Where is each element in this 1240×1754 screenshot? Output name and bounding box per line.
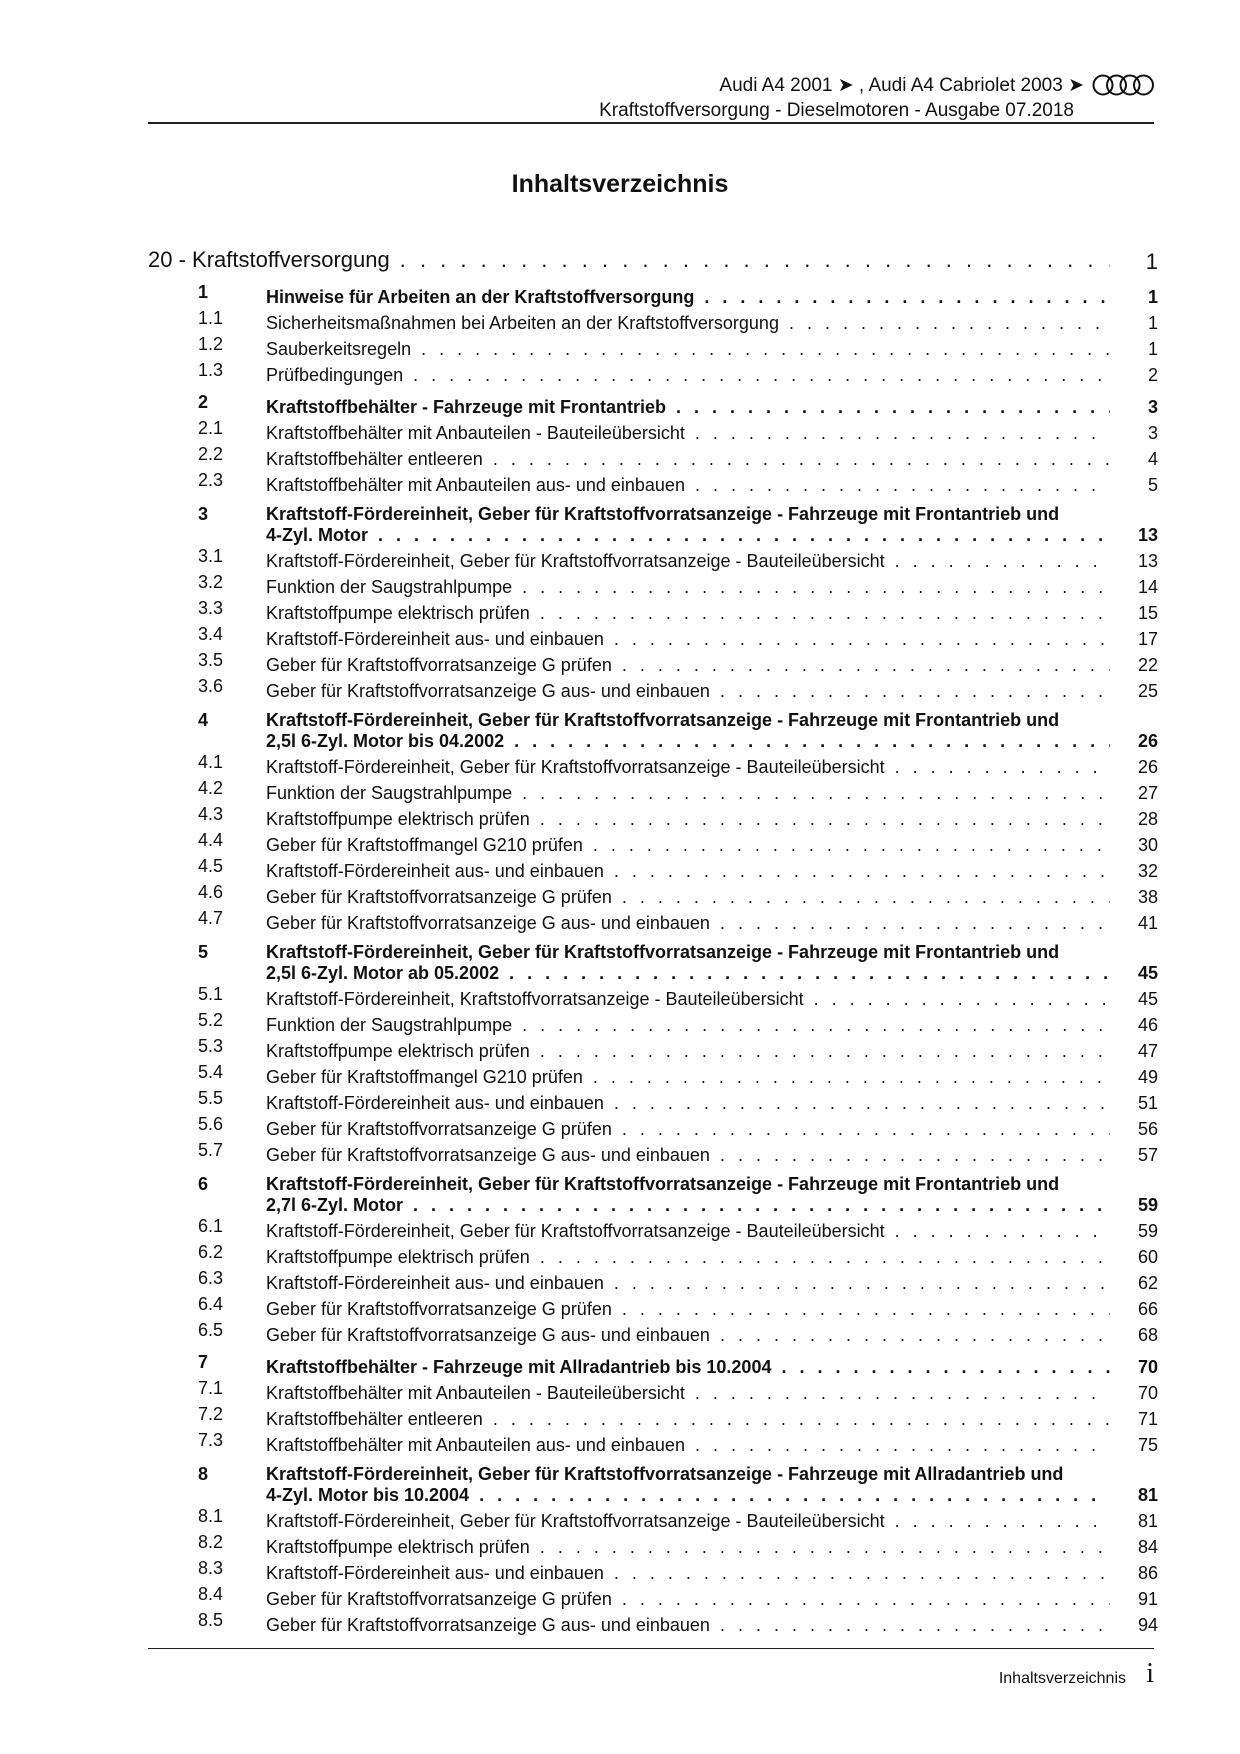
entry-page: 68 [1137, 1325, 1158, 1345]
entry-page: 5 [1147, 475, 1158, 495]
toc-entry[interactable] [148, 676, 1158, 702]
dot-leader [789, 313, 1110, 334]
entry-number: 1 [198, 282, 209, 302]
entry-page: 81 [1137, 1485, 1158, 1505]
dot-leader [522, 577, 1110, 598]
entry-number: 4 [198, 710, 209, 730]
entry-page: 94 [1137, 1615, 1158, 1635]
entry-number: 4.6 [198, 882, 224, 902]
dot-leader [695, 423, 1110, 444]
entry-title: Kraftstoff-Fördereinheit, Geber für Kraftstoffvorratsanzeige - Fahrzeuge mit Allradantrieb und [266, 1464, 1064, 1484]
entry-page: 1 [1147, 287, 1158, 307]
entry-number: 4.3 [198, 804, 224, 824]
entry-page: 1 [1147, 313, 1158, 333]
dot-leader [695, 1383, 1110, 1404]
dot-leader [622, 887, 1110, 908]
entry-number: 2.3 [198, 470, 224, 490]
entry-number: 5.7 [198, 1140, 224, 1160]
dot-leader [540, 1537, 1110, 1558]
entry-page: 3 [1147, 397, 1158, 417]
entry-number: 1.1 [198, 308, 224, 328]
audi-rings-icon [1092, 73, 1154, 97]
entry-title: Geber für Kraftstoffvorratsanzeige G aus- und einbauen [266, 1145, 710, 1165]
entry-number: 5.1 [198, 984, 224, 1004]
entry-number: 2.1 [198, 418, 224, 438]
entry-title: Kraftstoff-Fördereinheit aus- und einbauen [266, 1093, 604, 1113]
dot-leader [614, 1273, 1110, 1294]
entry-page: 13 [1137, 525, 1158, 545]
dot-leader [622, 655, 1110, 676]
entry-number: 3.4 [198, 624, 224, 644]
toc-entry[interactable] [148, 418, 1158, 444]
entry-title: Kraftstoff-Fördereinheit, Geber für Kraftstoffvorratsanzeige - Bauteileübersicht [266, 1511, 885, 1531]
toc-entry[interactable] [148, 830, 1158, 856]
entry-number: 8.5 [198, 1610, 224, 1630]
entry-page: 27 [1137, 783, 1158, 803]
entry-number: 5.3 [198, 1036, 224, 1056]
entry-title: Kraftstoffbehälter mit Anbauteilen - Bauteileübersicht [266, 1383, 685, 1403]
entry-page: 45 [1137, 963, 1158, 983]
entry-number: 3.6 [198, 676, 224, 696]
dot-leader [614, 629, 1110, 650]
entry-page: 38 [1137, 887, 1158, 907]
toc-entry[interactable] [148, 1506, 1158, 1532]
entry-number: 4.7 [198, 908, 224, 928]
chapter-page: 1 [1145, 249, 1158, 274]
entry-title: Prüfbedingungen [266, 365, 404, 385]
entry-page: 91 [1137, 1589, 1158, 1609]
entry-title: Kraftstoff-Fördereinheit, Geber für Kraftstoffvorratsanzeige - Fahrzeuge mit Frontantrieb und [266, 710, 1060, 730]
entry-number: 8.2 [198, 1532, 224, 1552]
dot-leader [720, 1325, 1110, 1346]
dot-leader [522, 1015, 1110, 1036]
dot-leader [540, 1041, 1110, 1062]
entry-number: 6.3 [198, 1268, 224, 1288]
dot-leader [720, 1615, 1110, 1636]
entry-page: 22 [1137, 655, 1158, 675]
toc-entry[interactable] [148, 572, 1158, 598]
entry-number: 2 [198, 392, 209, 412]
entry-number: 8.3 [198, 1558, 224, 1578]
dot-leader [695, 475, 1110, 496]
dot-leader [378, 525, 1110, 546]
entry-number: 7.3 [198, 1430, 224, 1450]
entry-page: 28 [1137, 809, 1158, 829]
entry-page: 26 [1137, 731, 1158, 751]
entry-page: 86 [1137, 1563, 1158, 1583]
dot-leader [895, 1221, 1110, 1242]
entry-number: 8.4 [198, 1584, 224, 1604]
toc-entry[interactable] [148, 1268, 1158, 1294]
toc-entry[interactable] [148, 444, 1158, 470]
header-model-text: Audi A4 2001 ➤ , Audi A4 Cabriolet 2003 ➤ [719, 74, 1084, 96]
toc-entry[interactable] [148, 778, 1158, 804]
entry-page: 49 [1137, 1067, 1158, 1087]
entry-title: Geber für Kraftstoffvorratsanzeige G aus- und einbauen [266, 681, 710, 701]
entry-number: 5.4 [198, 1062, 224, 1082]
entry-page: 41 [1137, 913, 1158, 933]
entry-title: Geber für Kraftstoffvorratsanzeige G prüfen [266, 655, 612, 675]
entry-page: 30 [1137, 835, 1158, 855]
toc-entry[interactable] [148, 1610, 1158, 1636]
entry-page: 71 [1137, 1409, 1158, 1429]
entry-title: Kraftstoff-Fördereinheit, Geber für Kraftstoffvorratsanzeige - Fahrzeuge mit Frontantrieb und [266, 504, 1060, 524]
entry-page: 46 [1137, 1015, 1158, 1035]
entry-number: 6.5 [198, 1320, 224, 1340]
entry-title: Kraftstoff-Fördereinheit, Geber für Kraftstoffvorratsanzeige - Fahrzeuge mit Frontantrieb und [266, 1174, 1060, 1194]
toc-entry[interactable] [148, 1584, 1158, 1610]
entry-number: 3.5 [198, 650, 224, 670]
entry-page: 45 [1137, 989, 1158, 1009]
header-subtitle: Kraftstoffversorgung - Dieselmotoren - Ausgabe 07.2018 [599, 100, 1074, 121]
entry-number: 5.5 [198, 1088, 224, 1108]
footer-label: Inhaltsverzeichnis [998, 1670, 1126, 1687]
toc-entry[interactable] [148, 1352, 1158, 1378]
dot-leader [400, 247, 1110, 273]
entry-title: Kraftstoffpumpe elektrisch prüfen [266, 1537, 530, 1557]
dot-leader [895, 551, 1110, 572]
dot-leader [622, 1589, 1110, 1610]
entry-title: Kraftstoffpumpe elektrisch prüfen [266, 809, 530, 829]
toc-entry[interactable] [148, 882, 1158, 908]
entry-number: 7.1 [198, 1378, 224, 1398]
dot-leader [493, 449, 1110, 470]
entry-number: 3.2 [198, 572, 224, 592]
entry-title-continued: 2,7l 6-Zyl. Motor [266, 1195, 404, 1215]
entry-page: 17 [1137, 629, 1158, 649]
entry-title: Kraftstoffbehälter - Fahrzeuge mit Frontantrieb [266, 397, 667, 417]
entry-number: 4.2 [198, 778, 224, 798]
header-model-line [719, 70, 1154, 100]
entry-page: 26 [1137, 757, 1158, 777]
entry-page: 1 [1147, 339, 1158, 359]
toc-entry[interactable] [148, 1010, 1158, 1036]
dot-leader [814, 989, 1110, 1010]
entry-number: 5.6 [198, 1114, 224, 1134]
toc-entry[interactable] [148, 282, 1158, 308]
entry-title: Kraftstoffbehälter entleeren [266, 449, 483, 469]
entry-title: Geber für Kraftstoffvorratsanzeige G aus- und einbauen [266, 1325, 710, 1345]
entry-page: 25 [1137, 681, 1158, 701]
toc-entry[interactable] [148, 1532, 1158, 1558]
footer-rule [148, 1648, 1154, 1649]
entry-page: 47 [1137, 1041, 1158, 1061]
entry-page: 15 [1137, 603, 1158, 623]
entry-title: Kraftstoff-Fördereinheit, Kraftstoffvorratsanzeige - Bauteileübersicht [266, 989, 804, 1009]
entry-title: Geber für Kraftstoffvorratsanzeige G prüfen [266, 1299, 612, 1319]
dot-leader [614, 1093, 1110, 1114]
table-of-contents [148, 244, 1158, 1636]
entry-title: Funktion der Saugstrahlpumpe [266, 577, 513, 597]
entry-title: Geber für Kraftstoffvorratsanzeige G aus- und einbauen [266, 1615, 710, 1635]
entry-title: Kraftstoffpumpe elektrisch prüfen [266, 1041, 530, 1061]
dot-leader [614, 861, 1110, 882]
toc-entry[interactable] [148, 1172, 1158, 1216]
toc-entry[interactable] [148, 1114, 1158, 1140]
toc-entry[interactable] [148, 308, 1158, 334]
entry-number: 4.1 [198, 752, 224, 772]
entry-title: Kraftstoff-Fördereinheit, Geber für Kraftstoffvorratsanzeige - Bauteileübersicht [266, 757, 885, 777]
entry-number: 7 [198, 1352, 209, 1372]
entry-page: 13 [1137, 551, 1158, 571]
toc-entry[interactable] [148, 804, 1158, 830]
entry-page: 84 [1137, 1537, 1158, 1557]
entry-title: Geber für Kraftstoffvorratsanzeige G aus- und einbauen [266, 913, 710, 933]
toc-entry[interactable] [148, 984, 1158, 1010]
entry-title: Kraftstoff-Fördereinheit aus- und einbauen [266, 1273, 604, 1293]
dot-leader [413, 1195, 1110, 1216]
entry-title: Kraftstoff-Fördereinheit, Geber für Kraftstoffvorratsanzeige - Bauteileübersicht [266, 1221, 885, 1241]
entry-number: 8.1 [198, 1506, 224, 1526]
dot-leader [720, 913, 1110, 934]
entry-page: 59 [1137, 1221, 1158, 1241]
dot-leader [614, 1563, 1110, 1584]
toc-entry[interactable] [148, 856, 1158, 882]
toc-entry[interactable] [148, 1294, 1158, 1320]
toc-entry[interactable] [148, 1242, 1158, 1268]
dot-leader [593, 1067, 1110, 1088]
toc-entry[interactable] [148, 1320, 1158, 1346]
chapter-label: 20 - Kraftstoffversorgung [148, 247, 390, 272]
entry-title: Kraftstoff-Fördereinheit, Geber für Kraftstoffvorratsanzeige - Fahrzeuge mit Frontantrieb und [266, 942, 1060, 962]
page-footer [148, 1648, 1154, 1689]
entry-page: 57 [1137, 1145, 1158, 1165]
toc-entry[interactable] [148, 334, 1158, 360]
toc-entry[interactable] [148, 940, 1158, 984]
dot-leader [479, 1485, 1110, 1506]
entry-number: 1.2 [198, 334, 224, 354]
entry-title: Kraftstoff-Fördereinheit aus- und einbauen [266, 1563, 604, 1583]
toc-entry[interactable] [148, 598, 1158, 624]
toc-entry[interactable] [148, 392, 1158, 418]
toc-entry[interactable] [148, 650, 1158, 676]
entry-title: Kraftstoffbehälter mit Anbauteilen - Bauteileübersicht [266, 423, 685, 443]
toc-entry[interactable] [148, 546, 1158, 572]
entry-page: 60 [1137, 1247, 1158, 1267]
toc-entry[interactable] [148, 1062, 1158, 1088]
entry-title: Kraftstoffbehälter - Fahrzeuge mit Allradantrieb bis 10.2004 [266, 1357, 772, 1377]
header-rule [148, 122, 1154, 124]
toc-entry[interactable] [148, 1378, 1158, 1404]
entry-number: 7.2 [198, 1404, 224, 1424]
dot-leader [622, 1299, 1110, 1320]
entry-page: 70 [1137, 1357, 1158, 1377]
toc-entry[interactable] [148, 708, 1158, 752]
dot-leader [676, 397, 1110, 418]
entry-number: 5 [198, 942, 209, 962]
toc-entry[interactable] [148, 470, 1158, 496]
entry-number: 1.3 [198, 360, 224, 380]
toc-entry[interactable] [148, 360, 1158, 386]
entry-number: 6.4 [198, 1294, 224, 1314]
toc-entry[interactable] [148, 1088, 1158, 1114]
toc-entry[interactable] [148, 1558, 1158, 1584]
entry-title: Geber für Kraftstoffvorratsanzeige G prüfen [266, 1119, 612, 1139]
toc-entry[interactable] [148, 1462, 1158, 1506]
entry-title: Kraftstoffpumpe elektrisch prüfen [266, 1247, 530, 1267]
entry-number: 8 [198, 1464, 209, 1484]
page-title: Inhaltsverzeichnis [511, 170, 729, 198]
dot-leader [720, 1145, 1110, 1166]
entry-number: 3.1 [198, 546, 224, 566]
entry-number: 6.2 [198, 1242, 224, 1262]
dot-leader [540, 603, 1110, 624]
entry-page: 2 [1147, 365, 1158, 385]
entry-page: 32 [1137, 861, 1158, 881]
footer-page-number: i [1146, 1658, 1154, 1689]
entry-page: 66 [1137, 1299, 1158, 1319]
entry-number: 6.1 [198, 1216, 224, 1236]
entry-title-continued: 4-Zyl. Motor [266, 525, 368, 545]
entry-title: Kraftstoffbehälter mit Anbauteilen aus- und einbauen [266, 475, 685, 495]
dot-leader [720, 681, 1110, 702]
entry-title: Geber für Kraftstoffvorratsanzeige G prüfen [266, 887, 612, 907]
entry-title-continued: 2,5l 6-Zyl. Motor bis 04.2002 [266, 731, 505, 751]
dot-leader [695, 1435, 1110, 1456]
toc-entry[interactable] [148, 1404, 1158, 1430]
dot-leader [540, 809, 1110, 830]
dot-leader [540, 1247, 1110, 1268]
entry-title: Sauberkeitsregeln [266, 339, 412, 359]
toc-entry[interactable] [148, 1140, 1158, 1166]
entry-title: Kraftstoff-Fördereinheit aus- und einbauen [266, 861, 604, 881]
dot-leader [704, 287, 1110, 308]
entry-number: 3 [198, 504, 209, 524]
toc-entry[interactable] [148, 908, 1158, 934]
dot-leader [522, 783, 1110, 804]
entry-title: Hinweise für Arbeiten an der Kraftstoffversorgung [266, 287, 695, 307]
entry-title: Sicherheitsmaßnahmen bei Arbeiten an der Kraftstoffversorgung [266, 313, 779, 333]
dot-leader [493, 1409, 1110, 1430]
toc-entry[interactable] [148, 1430, 1158, 1456]
dot-leader [895, 1511, 1110, 1532]
entry-number: 2.2 [198, 444, 224, 464]
dot-leader [514, 731, 1110, 752]
entry-title: Funktion der Saugstrahlpumpe [266, 1015, 513, 1035]
entry-title: Kraftstoff-Fördereinheit aus- und einbauen [266, 629, 604, 649]
entry-number: 6 [198, 1174, 209, 1194]
dot-leader [781, 1357, 1110, 1378]
toc-entry[interactable] [148, 1216, 1158, 1242]
entry-title: Kraftstoffbehälter entleeren [266, 1409, 483, 1429]
entry-title: Funktion der Saugstrahlpumpe [266, 783, 513, 803]
entry-title: Geber für Kraftstoffmangel G210 prüfen [266, 835, 583, 855]
entry-page: 75 [1137, 1435, 1158, 1455]
entry-page: 56 [1137, 1119, 1158, 1139]
toc-entry[interactable] [148, 502, 1158, 546]
dot-leader [593, 835, 1110, 856]
entry-number: 3.3 [198, 598, 224, 618]
toc-entry[interactable] [148, 1036, 1158, 1062]
entry-title: Kraftstoffbehälter mit Anbauteilen aus- und einbauen [266, 1435, 685, 1455]
toc-chapter[interactable] [148, 244, 1158, 276]
entry-page: 70 [1137, 1383, 1158, 1403]
entry-title: Kraftstoffpumpe elektrisch prüfen [266, 603, 530, 623]
entry-title: Kraftstoff-Fördereinheit, Geber für Kraftstoffvorratsanzeige - Bauteileübersicht [266, 551, 885, 571]
entry-page: 81 [1137, 1511, 1158, 1531]
entry-page: 62 [1137, 1273, 1158, 1293]
entry-page: 14 [1137, 577, 1158, 597]
entry-page: 3 [1147, 423, 1158, 443]
entry-page: 4 [1147, 449, 1158, 469]
toc-entry[interactable] [148, 752, 1158, 778]
entry-title: Geber für Kraftstoffmangel G210 prüfen [266, 1067, 583, 1087]
dot-leader [509, 963, 1110, 984]
dot-leader [622, 1119, 1110, 1140]
dot-leader [895, 757, 1110, 778]
dot-leader [421, 339, 1110, 360]
entry-page: 59 [1137, 1195, 1158, 1215]
entry-number: 4.4 [198, 830, 224, 850]
entry-title-continued: 2,5l 6-Zyl. Motor ab 05.2002 [266, 963, 500, 983]
entry-number: 4.5 [198, 856, 224, 876]
entry-title-continued: 4-Zyl. Motor bis 10.2004 [266, 1485, 470, 1505]
toc-entry[interactable] [148, 624, 1158, 650]
entry-page: 51 [1137, 1093, 1158, 1113]
toc-entries [148, 282, 1158, 1636]
dot-leader [413, 365, 1110, 386]
entry-number: 5.2 [198, 1010, 224, 1030]
entry-title: Geber für Kraftstoffvorratsanzeige G prüfen [266, 1589, 612, 1609]
